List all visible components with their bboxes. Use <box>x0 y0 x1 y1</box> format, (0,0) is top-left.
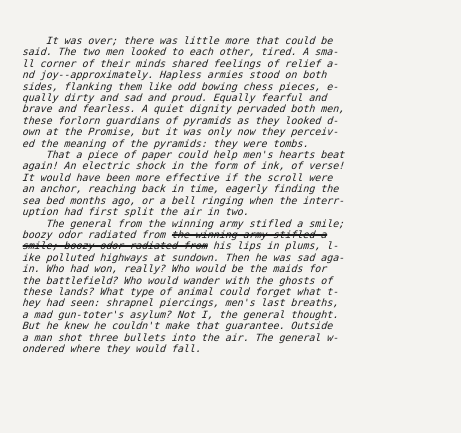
struck-text: the winning army stifled a <box>171 229 328 241</box>
text-line: again! An electric shock in the form of ink, of verse! <box>22 161 346 173</box>
text-line: It was over; there was little more that could be <box>22 36 334 47</box>
text-line: ed the meaning of the pyramids: they were tombs. <box>22 138 310 150</box>
text-line: That a piece of paper could help men's hearts beat <box>22 150 346 162</box>
text-line-with-strikeout <box>22 230 451 241</box>
text-line: own at the Promise, but it was only now they perceiv- <box>22 127 340 139</box>
document-body <box>22 36 450 355</box>
text-line: in. Who had won, really? Who would be the maids for <box>22 264 328 276</box>
text-line: qually dirty and sad and proud. Equally fearful and <box>22 93 328 105</box>
text-line: nd joy--approximately. Hapless armies stood on both <box>22 70 328 82</box>
text-line: these forlorn guardians of pyramids as they looked d- <box>22 115 340 127</box>
text-line: The general from the winning army stifled a smile; <box>22 218 346 230</box>
text-segment: his lips in plums, l- <box>207 241 340 253</box>
text-segment: boozy odor radiated from <box>22 229 173 241</box>
struck-text: smile; boozy odor radiated from <box>22 241 209 253</box>
text-line: these lands? What type of animal could forget what t- <box>22 286 340 298</box>
text-line: the battlefield? Who would wander with the ghosts of <box>22 275 334 287</box>
text-line: uption had first split the air in two. <box>22 207 251 219</box>
text-line: It would have been more effective if the scroll were <box>22 172 334 184</box>
text-line: But he knew he couldn't make that guarantee. Outside <box>22 321 334 333</box>
text-line: ike polluted highways at sundown. Then he was sad aga- <box>22 252 346 264</box>
text-line: sides, flanking them like odd bowing chess pieces, e- <box>22 81 340 93</box>
text-line: brave and fearless. A quiet dignity pervaded both men, <box>22 104 346 116</box>
text-line: a man shot three bullets into the air. The general w- <box>22 332 340 344</box>
text-line: sea bed months ago, or a bell ringing when the interr- <box>22 195 346 207</box>
text-line: an anchor, reaching back in time, eagerly finding the <box>22 184 340 196</box>
text-line: a mad gun-toter's asylum? Not I, the general thought. <box>22 309 340 321</box>
text-line: ondered where they would fall. <box>22 343 203 355</box>
text-line-with-strikeout <box>22 241 451 252</box>
text-line: hey had seen: shrapnel piercings, men's last breaths, <box>22 298 340 310</box>
text-line: ll corner of their minds shared feelings of relief a- <box>22 58 340 70</box>
text-line: said. The two men looked to each other, tired. A sma- <box>22 47 340 59</box>
